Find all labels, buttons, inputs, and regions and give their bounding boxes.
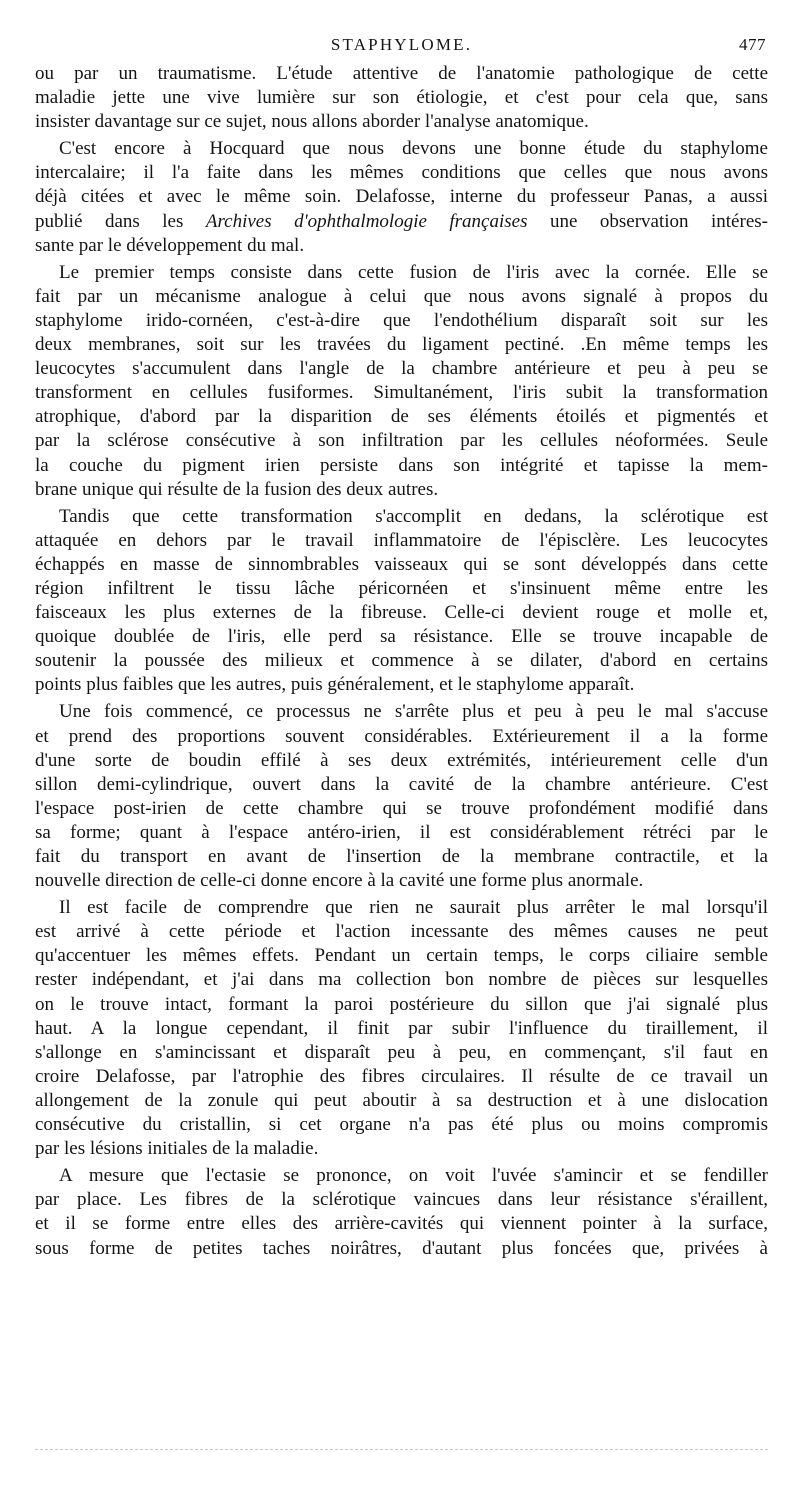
text-line: ou par un traumatisme. L'étude attentive de l'anatomie pathologique de cette [35,63,768,84]
paragraph [35,700,768,893]
text-line: A mesure que l'ectasie se prononce, on voit l'uvée s'amincir et se fendiller [59,1165,768,1187]
text-line: intercalaire; il l'a faite dans les mêmes conditions que celles que nous avons [35,162,768,184]
paragraph [35,1164,768,1260]
paragraph [35,62,768,134]
text-line: échappés en masse de sinnombrables vaisseaux qui se sont développés dans cette [35,553,768,575]
text-line: Il est facile de comprendre que rien ne saurait plus arrêter le mal lorsqu'il [59,897,768,919]
text-line: et il se forme entre elles des arrière-cavités qui viennent pointer à la surface, [35,1213,768,1235]
text-line: sous forme de petites taches noirâtres, d'autant plus foncées que, privées à [35,1237,768,1259]
text-line: haut. A la longue cependant, il finit par subir l'influence du tiraillement, il [35,1017,768,1039]
text-line: attaquée en dehors par le travail inflammatoire de l'épisclère. Les leucocytes [35,529,768,551]
text-line: staphylome irido-cornéen, c'est-à-dire que l'endothélium disparaît soit sur les [35,309,768,331]
text-line: sillon demi-cylindrique, ouvert dans la cavité de la chambre antérieure. C'est [35,773,768,795]
text-line: qu'accentuer les mêmes effets. Pendant un certain temps, le corps ciliaire semble [35,945,768,967]
text-line: fait par un mécanisme analogue à celui que nous avons signalé à propos du [35,285,768,307]
text-line: est arrivé à cette période et l'action incessante des mêmes causes ne peut [35,921,768,943]
text-line: Tandis que cette transformation s'accomplit en dedans, la sclérotique est [59,505,768,527]
text-run: une observation intéres- [527,210,768,232]
paragraph [35,261,768,502]
text-line: Le premier temps consiste dans cette fusion de l'iris avec la cornée. Elle se [59,261,768,283]
text-run: publié dans les [35,210,206,232]
text-line: par la sclérose consécutive à son infiltration par les cellules néoformées. Seule [35,430,768,452]
text-line: fait du transport en avant de l'insertion de la membrane contractile, et la [35,846,768,867]
text-line: nouvelle direction de celle-ci donne encore à la cavité une forme plus anormale. [35,870,644,892]
text-line: s'allonge en s'amincissant et disparaît peu à peu, en commençant, s'il faut en [35,1041,768,1063]
text-line [35,210,768,234]
text-line: leucocytes s'accumulent dans l'angle de la chambre antérieure et peu à peu se [35,358,768,380]
body-text [35,62,768,1261]
page-number: 477 [739,35,766,54]
text-line: C'est encore à Hocquard que nous devons une bonne étude du staphylome [59,138,768,160]
text-line: croire Delafosse, par l'atrophie des fibres circulaires. Il résulte de ce travail un [35,1065,768,1087]
text-line: sa forme; quant à l'espace antéro-irien, il est considérablement rétréci par le [35,821,768,843]
book-page [35,0,768,1487]
text-line: on le trouve intact, formant la paroi postérieure du sillon que j'ai signalé plus [35,993,768,1015]
running-head [35,35,768,57]
text-line: région infiltrent le tissu lâche péricornéen et s'insinuent même entre les [35,577,768,599]
text-line: insister davantage sur ce sujet, nous allons aborder l'analyse anatomique. [35,111,589,133]
text-line: déjà citées et avec le même soin. Delafosse, interne du professeur Panas, a aussi [35,186,768,208]
text-line: atrophique, d'abord par la disparition de ses éléments étoilés et pigmentés et [35,406,768,428]
text-line: allongement de la zonule qui peut aboutir à sa destruction et à une dislocation [35,1089,768,1111]
text-line: soutenir la poussée des milieux et commence à se dilater, d'abord en certains [35,650,768,672]
text-line: deux membranes, soit sur les travées du ligament pectiné. .En même temps les [35,334,768,356]
paragraph [35,505,768,698]
text-line: transforment en cellules fusiformes. Simultanément, l'iris subit la transformation [35,382,768,404]
running-title: STAPHYLOME. [330,35,473,54]
text-line: quoique doublée de l'iris, elle perd sa résistance. Elle se trouve incapable de [35,626,768,648]
text-line: maladie jette une vive lumière sur son étiologie, et c'est pour cela que, sans [35,87,768,109]
text-line: et prend des proportions souvent considérables. Extérieurement il a la forme [35,725,768,747]
text-line: rester indépendant, et j'ai dans ma collection bon nombre de pièces sur lesquelles [35,969,768,991]
paragraph [35,896,768,1161]
text-line: la couche du pigment irien persiste dans son intégrité et tapisse la mem- [35,454,768,476]
journal-title: Archives d'ophthalmologie françaises [205,210,528,232]
text-line: points plus faibles que les autres, puis généralement, et le staphylome apparaît. [35,674,635,696]
text-line: l'espace post-irien de cette chambre qui se trouve profondément modifié dans [35,797,768,819]
text-line: sante par le développement du mal. [35,234,305,256]
text-line: faisceaux les plus externes de la fibreuse. Celle-ci devient rouge et molle et, [35,602,768,624]
text-line: par les lésions initiales de la maladie. [35,1138,319,1160]
text-line: Une fois commencé, ce processus ne s'arrête plus et peu à peu le mal s'accuse [59,701,768,723]
paragraph [35,137,768,257]
text-line: brane unique qui résulte de la fusion des deux autres. [35,478,439,500]
bottom-rule [35,1449,768,1450]
text-line: d'une sorte de boudin effilé à ses deux extrémités, intérieurement celle d'un [35,749,768,771]
text-line: consécutive du cristallin, si cet organe n'a pas été plus ou moins compromis [35,1114,768,1136]
text-line: par place. Les fibres de la sclérotique vaincues dans leur résistance s'éraillent, [35,1189,768,1211]
